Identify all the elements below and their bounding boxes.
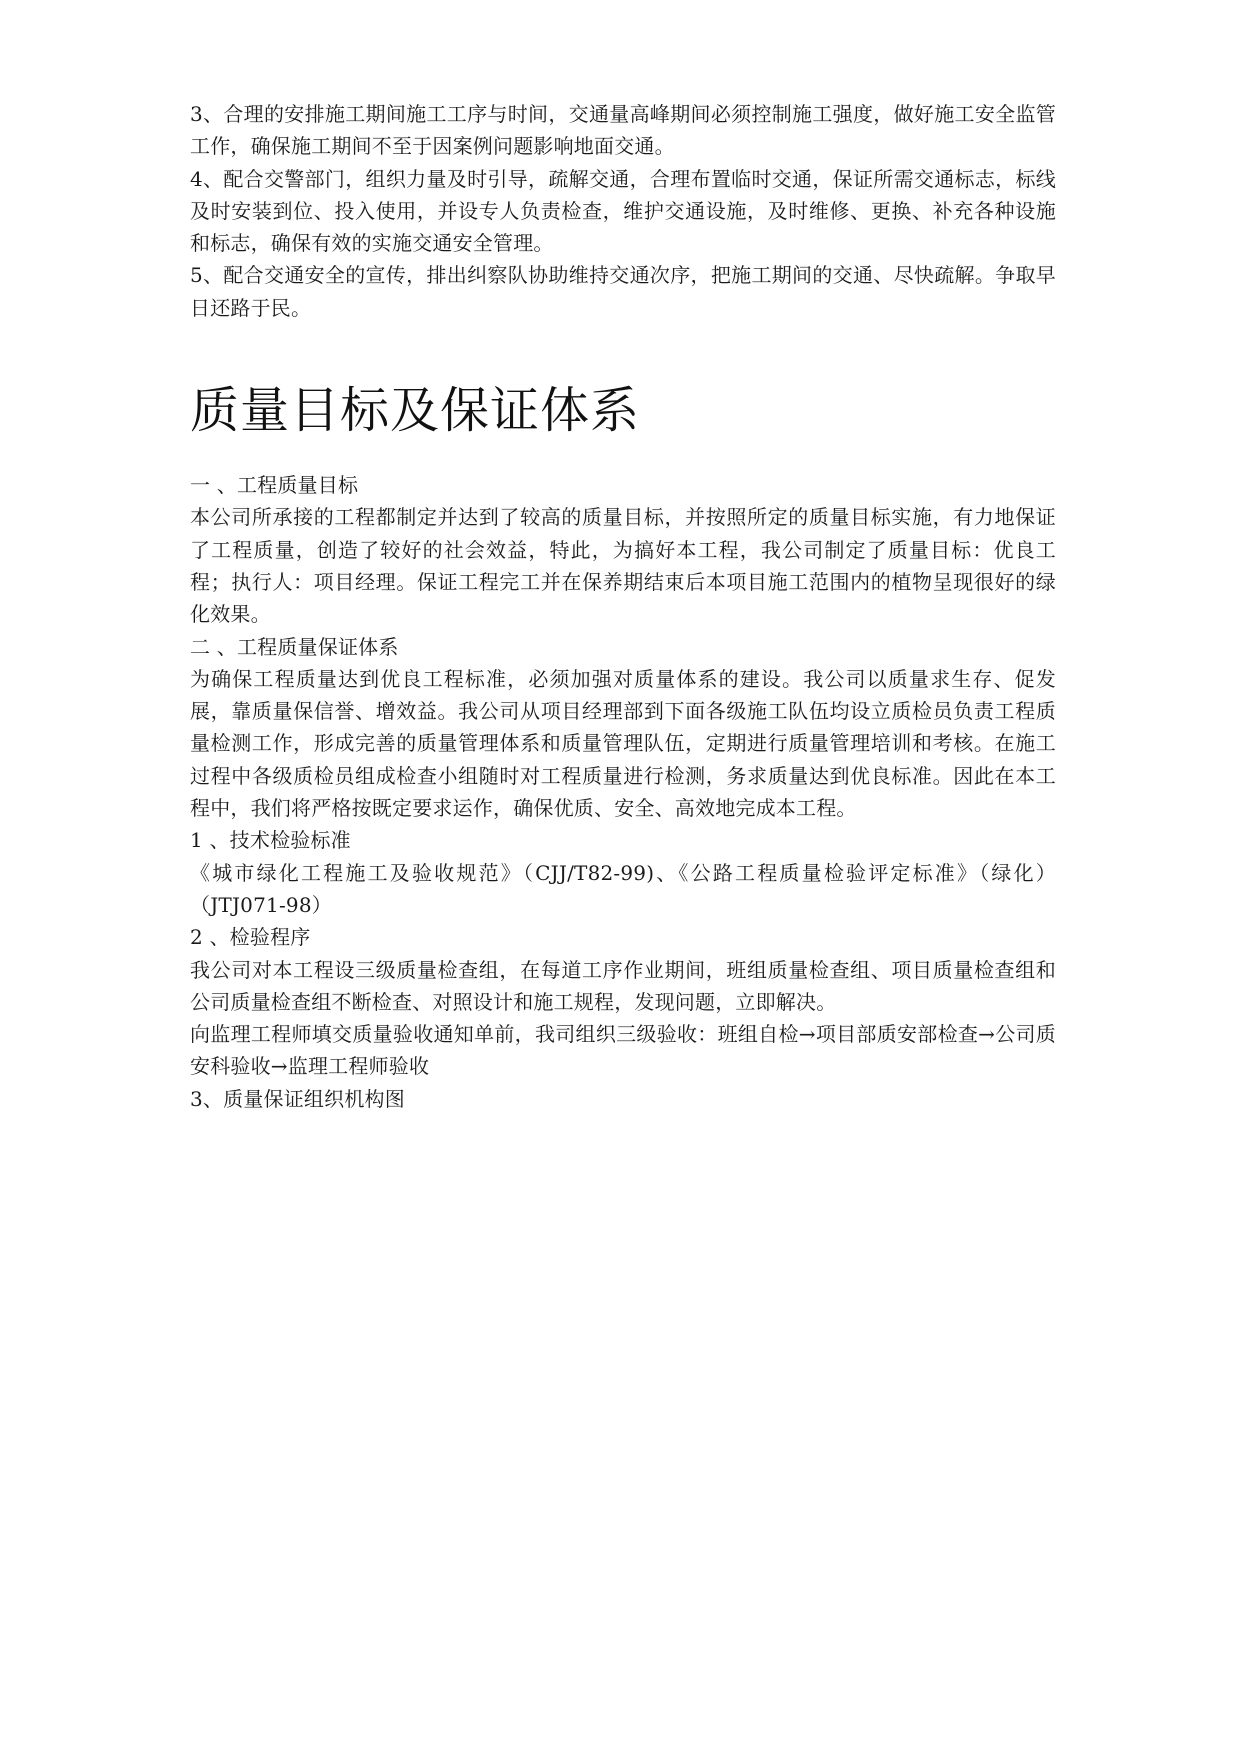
quality-system-body: 为确保工程质量达到优良工程标准，必须加强对质量体系的建设。我公司以质量求生存、促发展，靠质量保信誉、增效益。我公司从项目经理部到下面各级施工队伍均设立质检员负责工程质量检测工作，形成完善的质量管理体系和质量管理队伍，定期进行质量管理培训和考核。在施工过程中各级质检员组成检查小组随时对工程质量进行检测，务求质量达到优良标准。因此在本工程中，我们将严格按既定要求运作，确保优质、安全、高效地完成本工程。 <box>190 666 1056 821</box>
org-chart-title: 3、质量保证组织机构图 <box>190 1086 405 1111</box>
inspection-standard-title: 1 、技术检验标准 <box>190 828 351 853</box>
intro-item-4: 4、配合交警部门，组织力量及时引导，疏解交通，合理布置临时交通，保证所需交通标志，标线及时安装到位、投入使用，并设专人负责检查，维护交通设施，及时维修、更换、补充各种设施和标志，确保有效的实施交通安全管理。 <box>190 166 1056 256</box>
section-heading: 质量目标及保证体系 <box>190 382 641 440</box>
quality-system-title: 二 、工程质量保证体系 <box>190 634 399 659</box>
document-page <box>190 98 1056 1115</box>
inspection-procedure-title: 2 、检验程序 <box>190 925 311 950</box>
inspection-acceptance-flow: 向监理工程师填交质量验收通知单前，我司组织三级验收：班组自检→项目部质安部检查→公司质安科验收→监理工程师验收 <box>190 1022 1056 1079</box>
quality-goal-body: 本公司所承接的工程都制定并达到了较高的质量目标，并按照所定的质量目标实施，有力地保证了工程质量，创造了较好的社会效益，特此，为搞好本工程，我公司制定了质量目标：优良工程；执行人：项目经理。保证工程完工并在保养期结束后本项目施工范围内的植物呈现很好的绿化效果。 <box>190 505 1056 627</box>
intro-item-5: 5、配合交通安全的宣传，排出纠察队协助维持交通次序，把施工期间的交通、尽快疏解。争取早日还路于民。 <box>190 263 1056 320</box>
intro-item-3: 3、合理的安排施工期间施工工序与时间，交通量高峰期间必须控制施工强度，做好施工安全监管工作，确保施工期间不至于因案例问题影响地面交通。 <box>190 102 1056 159</box>
inspection-procedure-body: 我公司对本工程设三级质量检查组，在每道工序作业期间，班组质量检查组、项目质量检查组和公司质量检查组不断检查、对照设计和施工规程，发现问题，立即解决。 <box>190 957 1056 1014</box>
quality-goal-title: 一 、工程质量目标 <box>190 473 359 498</box>
inspection-standard-body: 《城市绿化工程施工及验收规范》（CJJ/T82-99)、《公路工程质量检验评定标准》（绿化）（JTJ071-98） <box>190 860 1056 917</box>
